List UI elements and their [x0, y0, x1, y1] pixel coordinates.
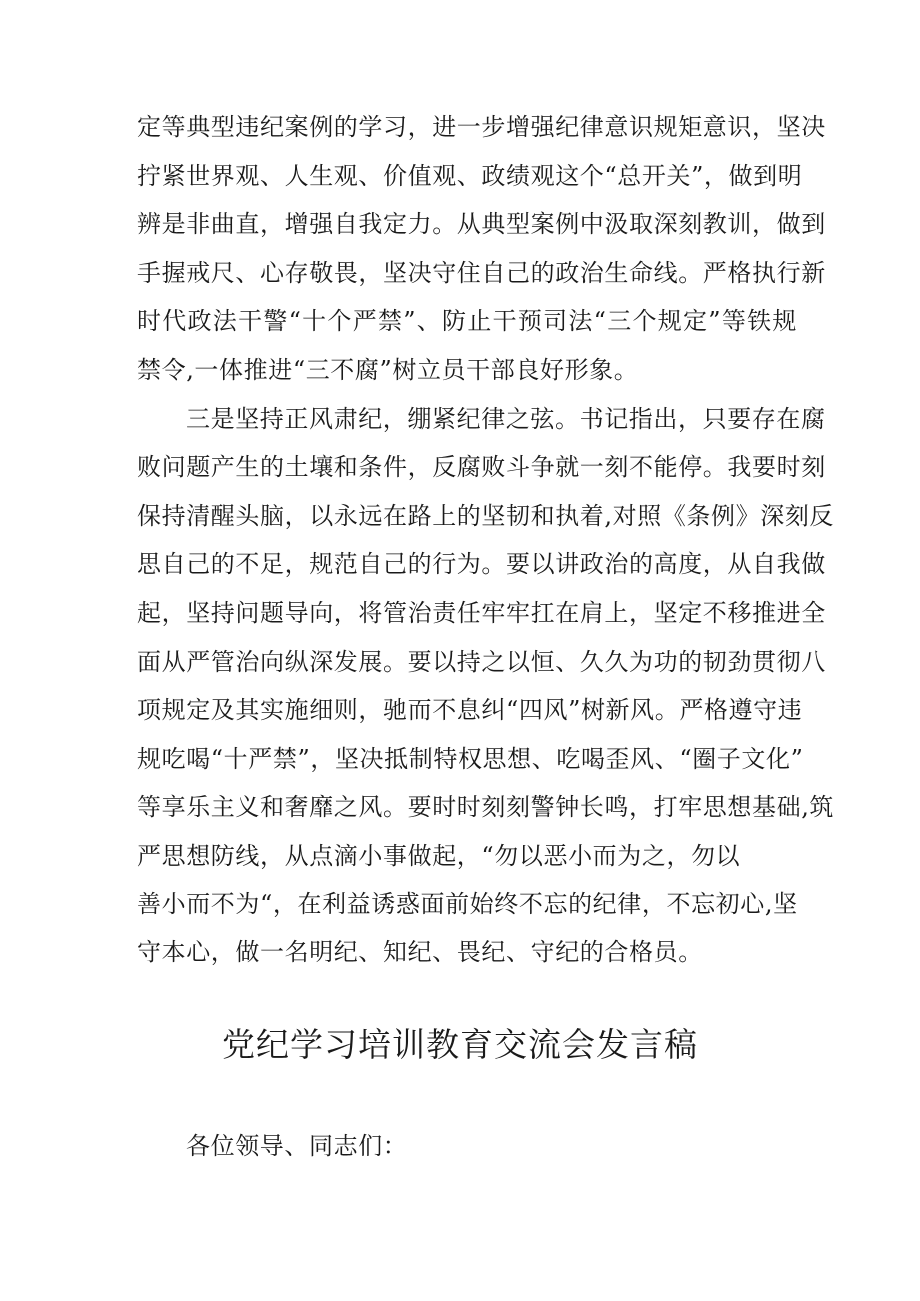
paragraph-1-line-6: 禁令,一体推进“三不腐”树立员干部良好形象。	[137, 356, 639, 384]
document-title: 党纪学习培训教育交流会发言稿	[222, 1025, 698, 1064]
paragraph-2-line-4: 思自己的不足，规范自己的行为。要以讲政治的高度，从自我做	[137, 550, 826, 578]
paragraph-1-line-1: 定等典型违纪案例的学习，进一步增强纪律意识规矩意识，坚决	[137, 113, 826, 141]
paragraph-2-line-11: 善小而不为“，在利益诱惑面前始终不忘的纪律，不忘初心,坚	[137, 890, 798, 918]
paragraph-1-line-2: 拧紧世界观、人生观、价值观、政绩观这个“总开关”，做到明	[137, 162, 803, 190]
paragraph-2-line-12: 守本心，做一名明纪、知纪、畏纪、守纪的合格员。	[137, 938, 703, 966]
paragraph-2-line-1: 三是坚持正风肃纪，绷紧纪律之弦。书记指出，只要存在腐	[186, 405, 826, 433]
paragraph-2-line-3: 保持清醒头脑，以永远在路上的坚韧和执着,对照《条例》深刻反	[137, 502, 835, 530]
paragraph-2-line-8: 规吃喝“十严禁”，坚决抵制特权思想、吃喝歪风、“圈子文化”	[137, 745, 804, 773]
paragraph-2-line-2: 败问题产生的土壤和条件，反腐败斗争就一刻不能停。我要时刻	[137, 453, 826, 481]
paragraph-1-line-3: 辨是非曲直，增强自我定力。从典型案例中汲取深刻教训，做到	[137, 210, 826, 238]
paragraph-2-line-5: 起，坚持问题导向，将管治责任牢牢扛在肩上，坚定不移推进全	[137, 599, 826, 627]
paragraph-2-line-9: 等享乐主义和奢靡之风。要时时刻刻警钟长鸣，打牢思想基础,筑	[137, 793, 835, 821]
paragraph-2-line-10: 严思想防线，从点滴小事做起，“勿以恶小而为之，勿以	[137, 842, 741, 870]
paragraph-2-line-6: 面从严管治向纵深发展。要以持之以恒、久久为功的韧劲贯彻八	[137, 648, 826, 676]
paragraph-1-line-5: 时代政法干警“十个严禁”、防止干预司法“三个规定”等铁规	[137, 307, 797, 335]
salutation: 各位领导、同志们：	[186, 1132, 408, 1160]
paragraph-1-line-4: 手握戒尺、心存敬畏，坚决守住自己的政治生命线。严格执行新	[137, 259, 826, 287]
paragraph-2-line-7: 项规定及其实施细则，驰而不息纠“四风”树新风。严格遵守违	[137, 696, 803, 724]
